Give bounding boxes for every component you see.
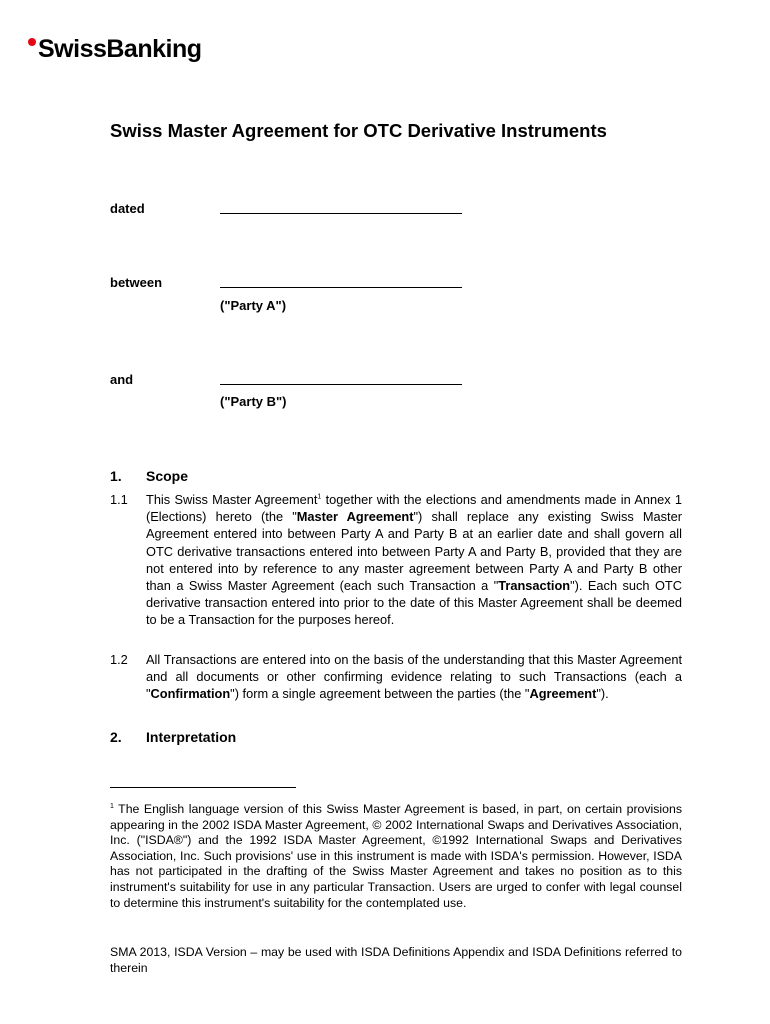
logo-text: SwissBanking	[38, 35, 202, 63]
clause-text	[146, 651, 682, 703]
clause-text-part: ").	[596, 686, 609, 702]
party-a-blank-line	[220, 287, 462, 288]
clause-number: 1.1	[110, 492, 128, 507]
clause-1-2	[110, 651, 682, 703]
party-b-label: ("Party B")	[220, 394, 287, 409]
footnote-1	[110, 802, 682, 911]
footnote-reference: 1	[317, 493, 322, 501]
clause-text	[146, 491, 682, 629]
and-label: and	[110, 372, 134, 387]
party-b-blank-line	[220, 384, 462, 385]
clause-text-part: ") shall replace any existing Swiss Master Agreement entered into between Party A and Party B at an earlier date and shall govern all OTC derivative transactions entered into between Party A and Party B, provided that they are not entered into by reference to any master agreement between Party A and Party B other than a Swiss Master Agreement (each such Transaction a "	[146, 509, 682, 594]
clause-text-part: All Transactions are entered into on the basis of the understanding that this Master Agreement and all documents or other confirming evidence relating to such Transactions (each a "	[146, 652, 682, 702]
defined-term: Transaction	[498, 578, 571, 594]
defined-term: Confirmation	[150, 686, 231, 702]
section-heading-scope	[110, 468, 188, 484]
section-number: 1.	[110, 468, 122, 484]
section-title: Scope	[146, 468, 189, 484]
document-footer: SMA 2013, ISDA Version – may be used with ISDA Definitions Appendix and ISDA Definitions referred to therein	[110, 945, 682, 975]
clause-1-1	[110, 491, 682, 629]
logo-red-dot-icon	[28, 38, 36, 46]
clause-text-part: "). Each such OTC derivative transaction entered into prior to the date of this Master Agreement shall be deemed to be a Transaction for the purposes hereof.	[146, 578, 682, 628]
section-heading-interpretation	[110, 729, 236, 745]
between-label: between	[110, 275, 163, 290]
clause-text-part: together with the elections and amendments made in Annex 1 (Elections) hereto (the "	[146, 492, 682, 525]
footnote-separator	[110, 787, 296, 788]
party-a-label: ("Party A")	[220, 298, 287, 313]
clause-text-part: ") form a single agreement between the parties (the "	[230, 686, 530, 702]
clause-text-part: This Swiss Master Agreement	[146, 492, 318, 507]
swissbanking-logo	[28, 34, 202, 64]
defined-term: Master Agreement	[296, 509, 414, 525]
dated-label: dated	[110, 201, 145, 216]
clause-number: 1.2	[110, 652, 128, 667]
section-title: Interpretation	[146, 729, 237, 745]
footnote-text: The English language version of this Swiss Master Agreement is based, in part, on certain provisions appearing in the 2002 ISDA Master Agreement, © 2002 International Swaps and Derivatives Association, Inc. ("ISDA®") and the 1992 ISDA Master Agreement, ©1992 International Swaps and Derivatives Association, Inc. Such provisions' use in this instrument is made with ISDA's permission. However, ISDA has not participated in the drafting of the Swiss Master Agreement and takes no position as to this instrument's suitability for use in any particular Transaction. Users are urged to confer with legal counsel to determine this instrument's suitability for the contemplated use.	[110, 802, 682, 910]
footnote-marker: 1	[110, 802, 114, 810]
section-number: 2.	[110, 729, 122, 745]
document-title: Swiss Master Agreement for OTC Derivative Instruments	[110, 120, 607, 141]
defined-term: Agreement	[529, 686, 597, 702]
dated-blank-line	[220, 213, 462, 214]
